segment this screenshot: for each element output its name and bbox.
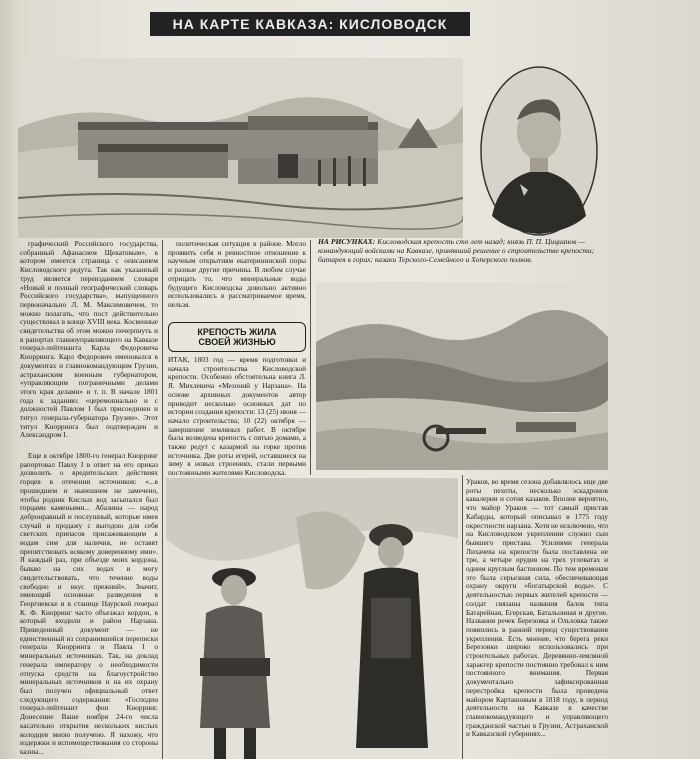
page-fold-shadow (0, 0, 20, 759)
paragraph: политическая ситуация в районе. Могло проявить себя и ревностное отношение к научным открытиям екатерининской поры и разные другие причины. В любом случае отрицать то, что минеральные воды будущего Кисловодска довольно активно использовались в рассматриваемое время, нельзя. (168, 240, 306, 309)
battery-landscape (316, 282, 608, 470)
paragraph: ИТАК, 1803 год — время подготовки и начала строительства Кисловодской крепости. Особенно обстоятельна книга Л. Я. Михлевича «Мезоний у Нарзана». На основе архивных документов автор приводит несколько основных дат по истории создания крепости: 13 (25) июня — начало строительства; 10 (22) октября — завершение земляных работ. В октябре была возведена крепость с пятью домами, а также редут с казармой на горке против источника. Две роты егерей, оставшиеся на зиму в новых строениях, стали первыми постоянными жителями Кисловодска. (168, 356, 306, 478)
figure-caption (318, 237, 608, 264)
caption-text: Кисловодская крепость сто лет назад; князь П. П. Цицианов — командующий войсками на Кавказе, принявший решение о строительстве крепости; батарея в горах; казаки Терского-Семейного и Хоперского полков. (318, 237, 595, 264)
subheading-line-1: КРЕПОСТЬ ЖИЛА (197, 327, 277, 337)
paragraph: графический Российского государства, собранный Афанасием Щекатовым», в котором имеется страница с описанием Кисловодского редута. Так как указанный труд является переизданием словаря «Новый и полный географический словарь Российского государства», выпущенного первоначально Л. М. Максимовичем, то можно полагать, что пост действительно существовал в конце XVIII века. Косвенные свидетельства об этом можно почерпнуть и в рапортах главноуправляющего на Кавказе генерал-лейтенанта Карла Федоровича Кнорринга. Карл Федорович именовался в документах и главнокомандующим Грузии, астраханским военным губернатором, «управляющим пограничными делами этого края делами» и т. п. В начале 1801 года к заданию: «церемониально и с должностей Павлом I был присоединен и титул генерала-губернатора Грузии». Этот титул Кнорринга был подтвержден и Александром I. (20, 240, 158, 440)
column-divider (162, 240, 163, 759)
column-divider (462, 475, 463, 759)
column-divider (310, 240, 311, 475)
fortress-engraving (18, 58, 463, 238)
caption-lead: НА РИСУНКАХ: (318, 237, 376, 246)
two-soldiers (166, 478, 458, 759)
article-column-2-top (168, 240, 306, 318)
paragraph: Еще в октябре 1800-го генерал Кнорринг рапортовал Павлу I в ответ на его приказ дозволить о вредительских действиях горцев в отечении источников: «...в прошедшем и нынешнем не замечено, чтобы родник Кислых вод засыпался был горцами каменьями... Абазины — народ добронравный и послушный, которые имея случай и продажу с выгодою для себя светских припасов присаживающим к водам сим для наличия, не оставят препятствовать всякому доверенному ими». Я каждый раз, при объезде моих кордона, бываю на сих водах и могу свидетельствовать, что течение воды свободно и вкус прежний». Значит, имеющий основные разведения в Георгиевске и в станице Наурской генерал К. Ф. Кнорринг часто объезжал кордон, в который входили и район Нарзана. Приведенный документ — не единственный из сохранившейся переписки генерала Кнорринга и Павла I о минеральных источниках. Так, на доклад генерала императору о необходимости отпуска средств на благоустройство минеральных источников и на их охрану был получен официальный ответ следующего содержания: «Господин генерал-лейтенант фон Кнорринг. Донесение Ваше ноября 24-го числа касательно открытия нескольких кислых колодцев мною получено. Я нахожу, что издержки и вспомоществования со стороны казны... (20, 452, 158, 756)
section-subheading (168, 322, 306, 352)
article-column-1-top (20, 240, 158, 450)
article-column-1-bottom (20, 452, 158, 759)
paragraph: Ураков, во время сезона добавлялось еще две роты пехоты, несколько эскадронов кавалерии и сотня казаков. Вполне вероятно, что майор Ураков — тот самый пристав Кабарды, который описывал в 1775 году окрестности нарзана. Хотя не исключено, что на Кисловодском укреплении служил сын бывшего пристава. Усилиями генерала Лихачева на крепости была поставлена не три, а четыре орудия на трех угловатах и одним круглым бастионом. По тем временам это была серьезная сила, обеспечивающая охрану округи «богатырской воды». С деятельностью первых жителей крепости — солдат связаны названия балок типа Батарейная, Егерская, Батальонная и другие. Названия речек Березовка и Ольховка также появились в ранний период существования укрепления. Есть мнение, что берега реки Березовки широко использовались при строительных работах. Деревянно-земляной характер крепости постоянно требовал к ним постоянного внимания. Первая документально зафиксированная перестройка крепости была проведена майором Карташовым в 1818 году, в период деятельности на Кавказе в качестве главнокомандующего и управляющего гражданской частью в Грузии, Астраханской и Кавказской губерниях... (466, 478, 608, 739)
portrait-tsitsianov (480, 66, 598, 236)
article-column-2-body (168, 356, 306, 480)
subheading-line-2: СВОЕЙ ЖИЗНЬЮ (198, 337, 276, 347)
section-banner: НА КАРТЕ КАВКАЗА: КИСЛОВОДСК (150, 12, 470, 36)
article-column-4 (466, 478, 608, 759)
